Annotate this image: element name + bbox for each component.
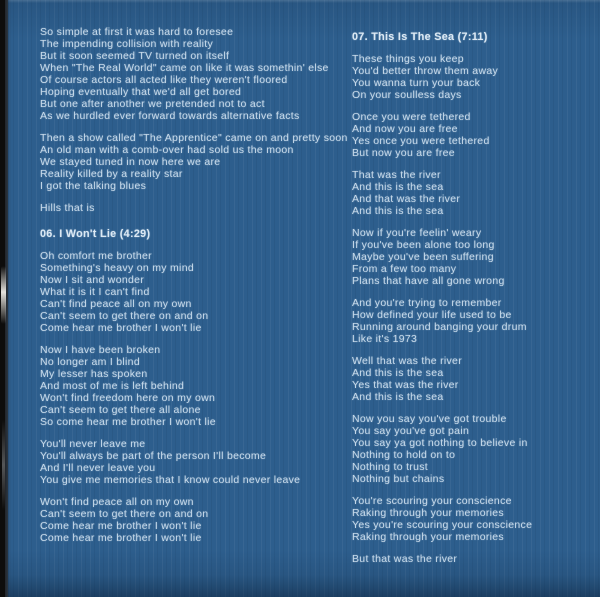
lyric-line: Come hear me brother I won't lie: [40, 520, 202, 532]
lyric-line: Can't seem to get there on and on: [40, 310, 209, 322]
lyric-line: Yes once you were tethered: [352, 135, 490, 147]
lyric-line: Can't seem to get there on and on: [40, 508, 209, 520]
lyric-line: Nothing to hold on to: [352, 449, 456, 461]
track-heading: 07. This Is The Sea (7:11): [352, 31, 488, 43]
lyric-line: Come hear me brother I won't lie: [40, 532, 202, 544]
lyrics-column-right: [352, 26, 582, 597]
lyric-line: And I'll never leave you: [40, 462, 156, 474]
lyric-line: Won't find peace all on my own: [40, 496, 194, 508]
lyrics-stanza: [352, 111, 582, 159]
lyric-line: Like it's 1973: [352, 333, 418, 345]
lyric-line: And this is the sea: [352, 205, 444, 217]
lyrics-stanza: [40, 132, 352, 192]
lyric-line: Can't seem to get there all alone: [40, 404, 201, 416]
lyric-line: My lesser has spoken: [40, 368, 148, 380]
lyric-line: So simple at first it was hard to foresee: [40, 26, 234, 38]
lyric-line: You wanna turn your back: [352, 77, 481, 89]
lyric-line: Can't find peace all on my own: [40, 298, 192, 310]
lyric-line: And this is the sea: [352, 391, 444, 403]
lyric-line: Come hear me brother I won't lie: [40, 322, 202, 334]
lyric-line: If you've been alone too long: [352, 239, 495, 251]
lyric-line: You give me memories that I know could never leave: [40, 474, 301, 486]
lyrics-stanza: [352, 495, 582, 543]
lyric-line: Yes you're scouring your conscience: [352, 519, 533, 531]
lyric-line: Something's heavy on my mind: [40, 262, 194, 274]
lyric-line: Now you say you've got trouble: [352, 413, 507, 425]
lyric-line: I got the talking blues: [40, 180, 147, 192]
lyric-line: The impending collision with reality: [40, 38, 214, 50]
track-heading: 06. I Won't Lie (4:29): [40, 228, 151, 240]
lyric-line: You say you've got pain: [352, 425, 470, 437]
lyric-line: From a few too many: [352, 263, 457, 275]
lyrics-stanza: [40, 250, 352, 334]
lyric-line: But it soon seemed TV turned on itself: [40, 50, 230, 62]
lyric-line: As we hurdled ever forward towards alternative facts: [40, 110, 300, 122]
lyric-line: You'll never leave me: [40, 438, 146, 450]
lyric-line: What it is it I can't find: [40, 286, 150, 298]
lyric-line: Once you were tethered: [352, 111, 471, 123]
lyric-line: Reality killed by a reality star: [40, 168, 183, 180]
lyric-line: Plans that have all gone wrong: [352, 275, 505, 287]
lyric-line: Of course actors all acted like they weren't floored: [40, 74, 288, 86]
lyrics-stanza: [40, 344, 352, 428]
lyrics-column-left: [40, 26, 352, 597]
lyric-line: Hills that is: [40, 202, 95, 214]
lyric-line: Now if you're feelin' weary: [352, 227, 482, 239]
lyric-line: So come hear me brother I won't lie: [40, 416, 216, 428]
lyric-line: You say ya got nothing to believe in: [352, 437, 528, 449]
lyrics-stanza: [40, 202, 352, 214]
lyrics-stanza: [352, 413, 582, 485]
lyrics-stanza: [352, 355, 582, 403]
lyrics-stanza: [40, 496, 352, 544]
lyric-line: But one after another we pretended not to act: [40, 98, 265, 110]
lyric-line: But that was the river: [352, 553, 458, 565]
lyric-line: And now you are free: [352, 123, 458, 135]
lyric-line: Running around banging your drum: [352, 321, 527, 333]
lyric-line: Oh comfort me brother: [40, 250, 152, 262]
lyric-line: Raking through your memories: [352, 531, 504, 543]
lyric-line: And most of me is left behind: [40, 380, 185, 392]
lyrics-stanza: [352, 169, 582, 217]
lyric-line: These things you keep: [352, 53, 464, 65]
lyrics-stanza: [352, 297, 582, 345]
lyric-line: Maybe you've been suffering: [352, 251, 494, 263]
lyric-line: You're scouring your conscience: [352, 495, 512, 507]
lyric-line: Well that was the river: [352, 355, 462, 367]
lyric-line: No longer am I blind: [40, 356, 140, 368]
lyric-line: Nothing but chains: [352, 473, 445, 485]
lyric-line: Nothing to trust: [352, 461, 429, 473]
lyric-line: How defined your life used to be: [352, 309, 512, 321]
lyric-line: Now I sit and wonder: [40, 274, 145, 286]
booklet-spine-edge: [0, 0, 11, 597]
lyric-line: You'll always be part of the person I'll become: [40, 450, 267, 462]
lyric-line: An old man with a comb-over had sold us the moon: [40, 144, 294, 156]
lyrics-stanza: [352, 553, 582, 565]
lyric-line: You'd better throw them away: [352, 65, 499, 77]
lyric-line: And this is the sea: [352, 181, 444, 193]
lyric-line: Hoping eventually that we'd all get bored: [40, 86, 242, 98]
lyric-line: And this is the sea: [352, 367, 444, 379]
lyric-line: And you're trying to remember: [352, 297, 502, 309]
lyric-line: When "The Real World" came on like it was somethin' else: [40, 62, 329, 74]
lyric-line: And that was the river: [352, 193, 461, 205]
lyric-line: Yes that was the river: [352, 379, 459, 391]
lyric-line: Raking through your memories: [352, 507, 504, 519]
lyrics-stanza: [40, 26, 352, 122]
lyric-line: Now I have been broken: [40, 344, 161, 356]
lyrics-stanza: [352, 53, 582, 101]
lyric-line: That was the river: [352, 169, 441, 181]
lyrics-stanza: [352, 227, 582, 287]
lyric-line: Won't find freedom here on my own: [40, 392, 216, 404]
lyric-line: Then a show called "The Apprentice" came on and pretty soon: [40, 132, 348, 144]
lyric-line: But now you are free: [352, 147, 455, 159]
lyric-line: On your soulless days: [352, 89, 462, 101]
lyrics-stanza: [40, 438, 352, 486]
lyric-line: We stayed tuned in now here we are: [40, 156, 221, 168]
